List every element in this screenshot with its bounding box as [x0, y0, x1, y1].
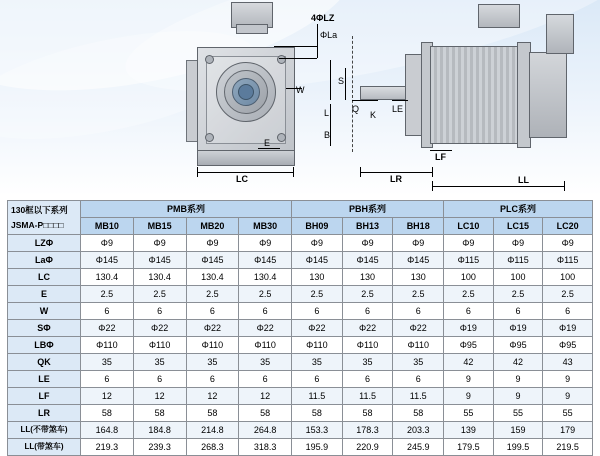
table-row-header: LaΦ	[8, 252, 81, 269]
table-cell: 6	[393, 303, 444, 320]
table-cell: 42	[444, 354, 494, 371]
dim-line-ll	[432, 186, 564, 187]
table-cell: Φ110	[342, 337, 393, 354]
table-row	[8, 422, 593, 439]
table-row-header: LE	[8, 371, 81, 388]
table-cell: 6	[239, 371, 292, 388]
dim-tick-lr-left	[360, 167, 361, 177]
table-row	[8, 371, 593, 388]
leader-line-lz-vert	[317, 24, 318, 58]
table-cell: 178.3	[342, 422, 393, 439]
label-q: Q	[352, 104, 360, 114]
table-header-group-row	[8, 201, 593, 218]
table-cell: 35	[186, 354, 239, 371]
label-le: LE	[392, 104, 404, 114]
table-cell: 58	[186, 405, 239, 422]
table-cell: 6	[186, 371, 239, 388]
table-cell: 179	[543, 422, 593, 439]
table-cell: Φ110	[186, 337, 239, 354]
table-cell: 6	[186, 303, 239, 320]
table-cell: 9	[493, 388, 543, 405]
label-lf: LF	[435, 152, 446, 162]
table-cell: 2.5	[543, 286, 593, 303]
table-row	[8, 439, 593, 456]
table-column-header: BH18	[393, 218, 444, 235]
table-cell: Φ110	[292, 337, 343, 354]
table-cell: 6	[444, 303, 494, 320]
mounting-hole	[205, 55, 214, 64]
motor-body	[430, 46, 520, 144]
table-cell: Φ145	[292, 252, 343, 269]
corner-line-2: JSMA-P□□□□	[11, 219, 64, 230]
table-cell: 159	[493, 422, 543, 439]
table-cell: Φ22	[393, 320, 444, 337]
corner-line-1: 130框以下系列	[11, 204, 68, 215]
table-cell: 9	[444, 388, 494, 405]
table-row-header: LL(带煞车)	[8, 439, 81, 456]
table-cell: 100	[543, 269, 593, 286]
dim-tick-lc-right	[293, 167, 294, 177]
table-column-header: MB30	[239, 218, 292, 235]
table-cell: Φ22	[133, 320, 186, 337]
dim-line-lc	[197, 172, 293, 173]
table-row	[8, 235, 593, 252]
table-cell: 2.5	[444, 286, 494, 303]
table-cell: 214.8	[186, 422, 239, 439]
table-cell: 203.3	[393, 422, 444, 439]
table-cell: 2.5	[292, 286, 343, 303]
dim-line-lf	[430, 150, 452, 151]
table-cell: Φ9	[393, 235, 444, 252]
table-cell: Φ110	[393, 337, 444, 354]
table-cell: Φ9	[543, 235, 593, 252]
table-cell: Φ145	[342, 252, 393, 269]
table-cell: 35	[239, 354, 292, 371]
table-cell: Φ22	[239, 320, 292, 337]
leader-line-la	[274, 46, 318, 47]
label-w: W	[296, 85, 305, 95]
table-column-header: MB10	[81, 218, 134, 235]
table-cell: 11.5	[393, 388, 444, 405]
leader-line-lz	[279, 58, 317, 59]
table-cell: 239.3	[133, 439, 186, 456]
table-cell: Φ9	[81, 235, 134, 252]
table-cell: Φ9	[186, 235, 239, 252]
flange-bottom-rail	[197, 150, 295, 166]
table-cell: 268.3	[186, 439, 239, 456]
connector-neck-front-view	[236, 24, 268, 34]
encoder-block	[529, 52, 567, 138]
table-cell: Φ145	[239, 252, 292, 269]
table-cell: 55	[493, 405, 543, 422]
table-cell: 6	[543, 303, 593, 320]
table-cell: 6	[133, 371, 186, 388]
table-cell: 130.4	[186, 269, 239, 286]
table-cell: 9	[493, 371, 543, 388]
label-l: L	[324, 108, 330, 118]
dim-line-q	[352, 100, 378, 101]
table-cell: Φ145	[133, 252, 186, 269]
table-cell: 35	[393, 354, 444, 371]
mounting-hole	[205, 133, 214, 142]
table-cell: Φ9	[493, 235, 543, 252]
dim-line-b	[330, 104, 331, 146]
table-cell: Φ22	[186, 320, 239, 337]
table-column-header: MB15	[133, 218, 186, 235]
table-cell: 164.8	[81, 422, 134, 439]
table-cell: 2.5	[186, 286, 239, 303]
table-cell: 6	[342, 371, 393, 388]
table-cell: 6	[342, 303, 393, 320]
label-la: ΦLa	[320, 30, 338, 40]
table-row	[8, 388, 593, 405]
table-cell: 11.5	[292, 388, 343, 405]
table-cell: Φ22	[342, 320, 393, 337]
table-column-header: LC10	[444, 218, 494, 235]
table-cell: Φ115	[543, 252, 593, 269]
dim-line-l	[330, 60, 331, 100]
table-cell: Φ9	[292, 235, 343, 252]
table-cell: 58	[133, 405, 186, 422]
table-cell: Φ115	[493, 252, 543, 269]
table-cell: 199.5	[493, 439, 543, 456]
table-row	[8, 269, 593, 286]
label-lc: LC	[236, 174, 248, 184]
dim-line-s	[345, 68, 346, 100]
table-cell: 11.5	[342, 388, 393, 405]
table-row	[8, 337, 593, 354]
table-row-header: LF	[8, 388, 81, 405]
table-cell: 6	[239, 303, 292, 320]
table-cell: 264.8	[239, 422, 292, 439]
table-cell: 130.4	[239, 269, 292, 286]
table-row-header: SΦ	[8, 320, 81, 337]
table-cell: Φ110	[81, 337, 134, 354]
label-4-lz: 4ΦLZ	[311, 13, 335, 23]
dim-tick-lc-left	[197, 167, 198, 177]
table-row-header: LL(不带煞车)	[8, 422, 81, 439]
table-cell: 6	[493, 303, 543, 320]
table-cell: Φ9	[342, 235, 393, 252]
table-cell: Φ9	[239, 235, 292, 252]
table-column-header: LC15	[493, 218, 543, 235]
table-cell: 6	[292, 371, 343, 388]
table-cell: 43	[543, 354, 593, 371]
table-cell: 35	[292, 354, 343, 371]
table-row-header: W	[8, 303, 81, 320]
table-header-column-row	[8, 218, 593, 235]
table-cell: 58	[81, 405, 134, 422]
table-cell: 6	[81, 303, 134, 320]
table-row	[8, 405, 593, 422]
table-cell: Φ19	[543, 320, 593, 337]
table-cell: 2.5	[342, 286, 393, 303]
table-cell: Φ95	[543, 337, 593, 354]
encoder-connector	[546, 14, 574, 54]
table-cell: 219.3	[81, 439, 134, 456]
table-cell: 58	[393, 405, 444, 422]
dim-ext-line-left	[352, 36, 353, 152]
dim-line-le	[392, 100, 408, 101]
dim-tick-lr-right	[432, 167, 433, 177]
mounting-hole	[277, 133, 286, 142]
label-lr: LR	[390, 174, 402, 184]
table-row	[8, 354, 593, 371]
table-cell: 179.5	[444, 439, 494, 456]
table-cell: 2.5	[493, 286, 543, 303]
connector-block-side-view	[478, 4, 520, 28]
table-column-header: LC20	[543, 218, 593, 235]
label-ll: LL	[518, 175, 529, 185]
table-cell: Φ145	[81, 252, 134, 269]
table-cell: 9	[543, 371, 593, 388]
table-corner-label	[8, 201, 81, 235]
table-cell: 100	[493, 269, 543, 286]
table-cell: 130	[292, 269, 343, 286]
table-cell: 219.5	[543, 439, 593, 456]
table-cell: 130.4	[133, 269, 186, 286]
table-cell: 12	[81, 388, 134, 405]
shaft-center	[238, 84, 254, 100]
table-cell: 9	[543, 388, 593, 405]
table-cell: 220.9	[342, 439, 393, 456]
table-cell: 6	[81, 371, 134, 388]
table-cell: 55	[444, 405, 494, 422]
table-cell: 58	[239, 405, 292, 422]
table-cell: 130.4	[81, 269, 134, 286]
table-cell: 12	[239, 388, 292, 405]
table-cell: Φ9	[133, 235, 186, 252]
label-b: B	[324, 130, 331, 140]
table-row	[8, 286, 593, 303]
dim-line-e	[258, 148, 280, 149]
table-cell: 6	[393, 371, 444, 388]
table-cell: Φ95	[444, 337, 494, 354]
dim-line-lr	[360, 172, 432, 173]
table-column-header: BH09	[292, 218, 343, 235]
table-column-header: BH13	[342, 218, 393, 235]
table-cell: 139	[444, 422, 494, 439]
dimension-table-container	[7, 200, 593, 456]
table-cell: 100	[444, 269, 494, 286]
table-cell: Φ9	[444, 235, 494, 252]
table-row-header: LR	[8, 405, 81, 422]
table-row-header: QK	[8, 354, 81, 371]
label-e: E	[264, 138, 271, 148]
label-s: S	[338, 76, 345, 86]
table-cell: 42	[493, 354, 543, 371]
table-cell: 2.5	[133, 286, 186, 303]
table-row-header: E	[8, 286, 81, 303]
table-cell: 2.5	[239, 286, 292, 303]
table-cell: Φ110	[239, 337, 292, 354]
technical-drawing	[0, 0, 600, 196]
table-cell: 58	[292, 405, 343, 422]
table-cell: Φ110	[133, 337, 186, 354]
table-row-header: LZΦ	[8, 235, 81, 252]
table-cell: 195.9	[292, 439, 343, 456]
table-cell: 130	[342, 269, 393, 286]
table-group-header: PLC系列	[444, 201, 593, 218]
table-cell: 6	[292, 303, 343, 320]
table-cell: 12	[133, 388, 186, 405]
table-cell: 130	[393, 269, 444, 286]
table-cell: Φ145	[186, 252, 239, 269]
table-cell: 9	[444, 371, 494, 388]
table-cell: Φ95	[493, 337, 543, 354]
table-row-header: LC	[8, 269, 81, 286]
table-cell: 245.9	[393, 439, 444, 456]
table-cell: Φ19	[493, 320, 543, 337]
table-cell: 58	[342, 405, 393, 422]
dim-tick-ll-left	[432, 181, 433, 191]
table-group-header: PMB系列	[81, 201, 292, 218]
dimension-table	[7, 200, 593, 456]
table-row	[8, 252, 593, 269]
table-cell: 12	[186, 388, 239, 405]
table-cell: 35	[133, 354, 186, 371]
table-row	[8, 320, 593, 337]
table-cell: Φ145	[393, 252, 444, 269]
table-row	[8, 303, 593, 320]
table-cell: 318.3	[239, 439, 292, 456]
table-cell: 35	[342, 354, 393, 371]
table-row-header: LBΦ	[8, 337, 81, 354]
table-cell: Φ22	[81, 320, 134, 337]
table-column-header: MB20	[186, 218, 239, 235]
dim-tick-ll-right	[564, 181, 565, 191]
table-group-header: PBH系列	[292, 201, 444, 218]
table-cell: 153.3	[292, 422, 343, 439]
table-cell: 2.5	[393, 286, 444, 303]
table-cell: 6	[133, 303, 186, 320]
table-cell: Φ22	[292, 320, 343, 337]
table-cell: Φ19	[444, 320, 494, 337]
label-k: K	[370, 110, 377, 120]
table-cell: 35	[81, 354, 134, 371]
table-cell: 184.8	[133, 422, 186, 439]
mounting-hole	[277, 55, 286, 64]
table-cell: 55	[543, 405, 593, 422]
table-cell: Φ115	[444, 252, 494, 269]
table-cell: 2.5	[81, 286, 134, 303]
